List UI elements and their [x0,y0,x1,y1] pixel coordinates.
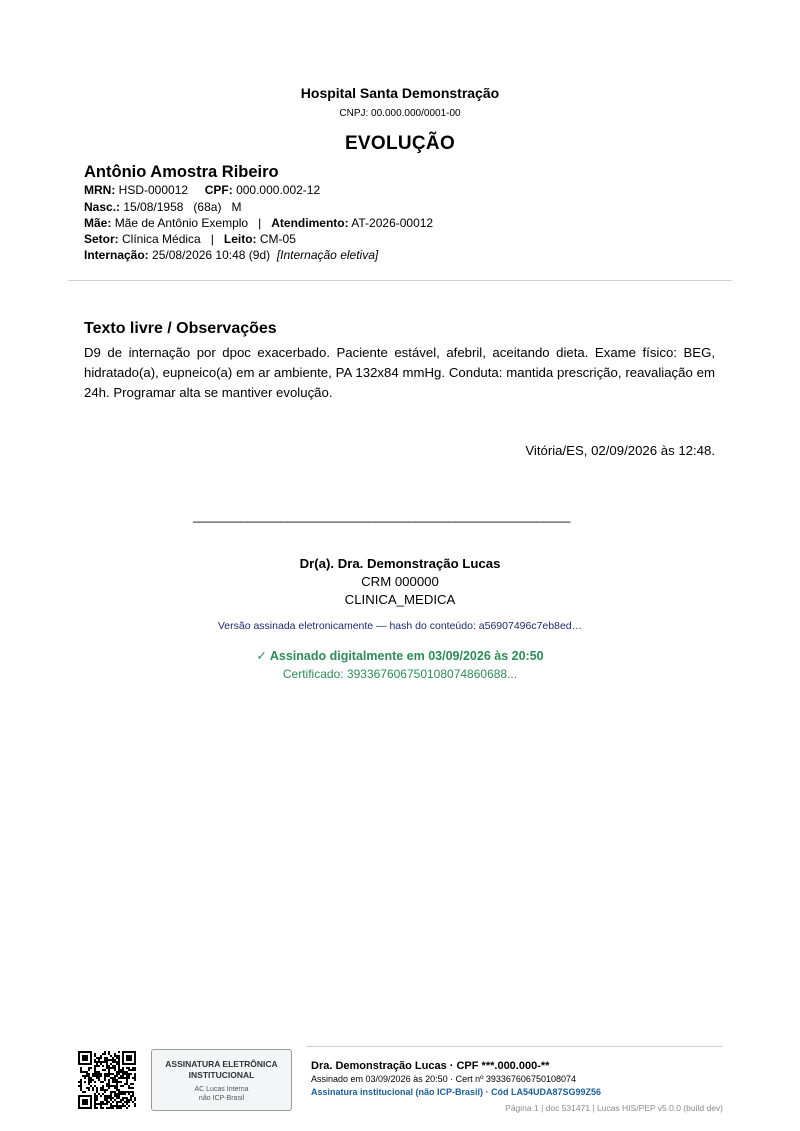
atendimento-value: AT-2026-00012 [351,216,434,230]
digital-signature-status: ✓ Assinado digitalmente em 03/09/2026 às 20:50 [256,649,544,663]
qr-code-graphic [78,1051,136,1109]
header-divider [68,280,732,281]
internacao-value: 25/08/2026 10:48 (9d) [152,248,271,262]
place-date: Vitória/ES, 02/09/2026 às 12:48. [525,443,715,458]
leito-value: CM-05 [259,232,296,246]
patient-mother-row [84,216,433,230]
mrn-label: MRN: [84,183,116,197]
stamp-authority: AC Lucas Interna [194,1086,249,1093]
patient-birth-row [84,200,241,214]
doctor-name: Dr(a). Dra. Demonstração Lucas [299,556,501,571]
cpf-value: 000.000.002-12 [236,183,321,197]
hospital-cnpj: CNPJ: 00.000.000/0001-00 [339,108,461,119]
internacao-type: [Internação eletiva] [276,248,379,262]
footer-signed-at: Assinado em 03/09/2026 às 20:50 · Cert nº 393367606750108074 [311,1074,576,1084]
footer-divider [306,1046,723,1047]
signature-line: ________________________________________________________ [193,508,570,523]
mae-label: Mãe: [84,216,112,230]
doctor-crm: CRM 000000 [361,574,439,589]
electronic-signature-stamp [151,1049,292,1111]
internacao-label: Internação: [84,248,149,262]
atendimento-label: Atendimento: [271,216,349,230]
footer-signer: Dra. Demonstração Lucas · CPF ***.000.000-** [311,1060,550,1072]
setor-label: Setor: [84,232,119,246]
patient-ward-row [84,232,296,246]
cpf-label: CPF: [204,183,233,197]
footer-institutional-code: Assinatura institucional (não ICP-Brasil) · Cód LA54UDA87SG99Z56 [311,1087,602,1097]
doctor-specialty: CLINICA_MEDICA [344,592,456,607]
leito-label: Leito: [223,232,257,246]
observations-text: D9 de internação por dpoc exacerbado. Paciente estável, afebril, aceitando dieta. Exame físico: BEG, hidratado(a), eupneico(a) em ar ambiente, PA 132x84 mmHg. Conduta: mantida prescrição, reavaliação em 24h. Programar alta se mantiver evolução. [84,345,715,400]
qr-code-icon[interactable] [78,1051,136,1109]
footer-page-info: Página 1 | doc 531471 | Lucas HIS/PEP v5.0.0 (build dev) [505,1103,723,1113]
content-hash: Versão assinada eletronicamente — hash do conteúdo: a56907496c7eb8ed… [217,620,583,632]
patient-ids-row [84,183,320,197]
certificate-id: Certificado: 393367606750108074860688... [282,667,518,681]
patient-name: Antônio Amostra Ribeiro [84,163,279,181]
patient-admission-row [84,248,378,262]
divider: | [210,232,214,246]
hospital-name: Hospital Santa Demonstração [300,85,500,101]
setor-value: Clínica Médica [122,232,201,246]
stamp-title: ASSINATURA ELETRÔNICA INSTITUCIONAL [165,1059,278,1080]
nasc-label: Nasc.: [84,200,121,214]
stamp-note: não ICP-Brasil [198,1094,245,1102]
section-title: Texto livre / Observações [84,320,277,337]
mrn-value: HSD-000012 [118,183,189,197]
birth-value: 15/08/1958 (68a) M [123,200,242,214]
divider: | [258,216,262,230]
document-title: EVOLUÇÃO [344,133,456,154]
mother-value: Mãe de Antônio Exemplo [114,216,249,230]
